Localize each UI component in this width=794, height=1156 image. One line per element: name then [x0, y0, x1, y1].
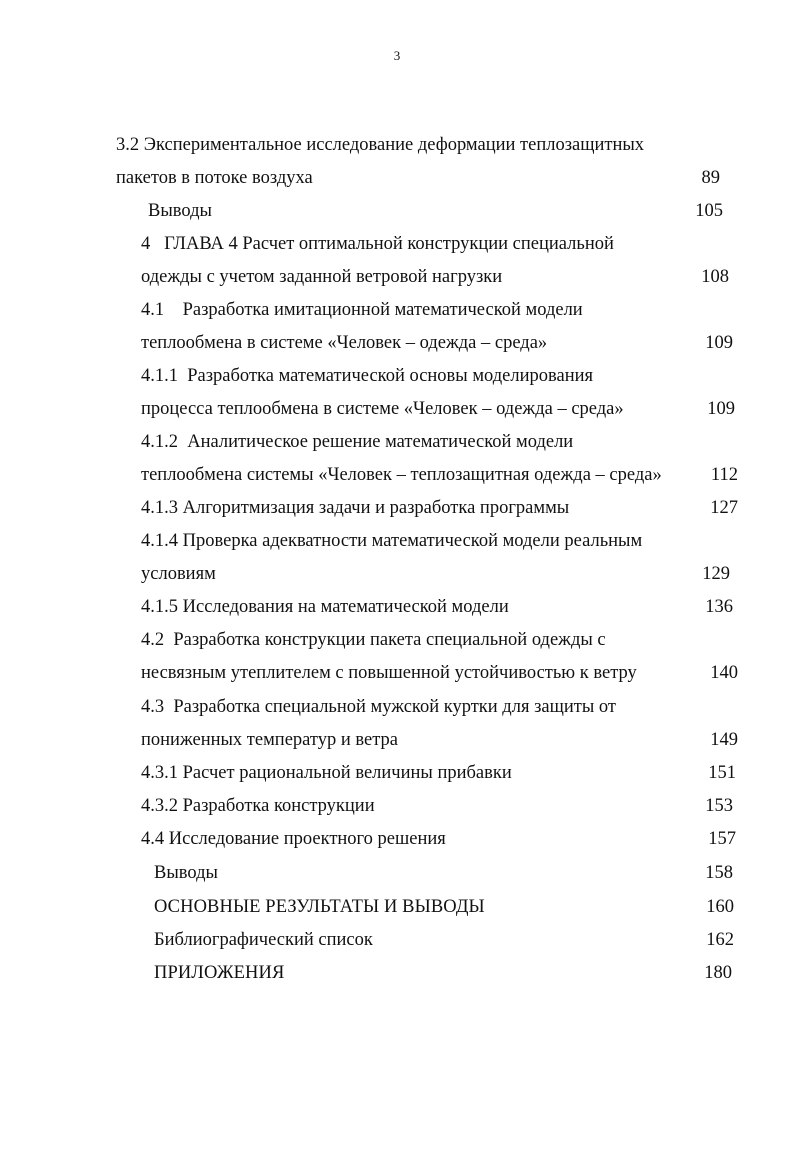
page-number: 3 — [393, 48, 401, 63]
toc-page-number: 129 — [702, 564, 730, 584]
toc-page-number: 153 — [705, 796, 733, 816]
toc-entry-line: процесса теплообмена в системе «Человек – одежда – среда» — [141, 399, 624, 419]
toc-entry-line: 4.3.1 Расчет рациональной величины прибавки — [141, 763, 512, 783]
toc-page-number: 109 — [705, 333, 733, 353]
toc-entry-line: 4 ГЛАВА 4 Расчет оптимальной конструкции специальной — [141, 234, 614, 254]
toc-entry-line: 4.1 Разработка имитационной математической модели — [141, 300, 583, 320]
toc-entry-line: 4.1.2 Аналитическое решение математической модели — [141, 432, 574, 452]
toc-page-number: 157 — [708, 829, 736, 849]
toc-page-number: 127 — [710, 498, 738, 518]
toc-page-number: 149 — [710, 730, 738, 750]
toc-entry-line: 3.2 Экспериментальное исследование деформации теплозащитных — [116, 135, 645, 155]
toc-page-number: 162 — [706, 930, 734, 950]
toc-entry-line: Выводы — [148, 201, 212, 221]
toc-entry-line: Библиографический список — [154, 930, 373, 950]
toc-entry-line: 4.1.3 Алгоритмизация задачи и разработка программы — [141, 498, 570, 518]
toc-page-number: 89 — [701, 168, 720, 188]
toc-page-number: 109 — [707, 399, 735, 419]
toc-entry-line: теплообмена в системе «Человек – одежда – среда» — [141, 333, 548, 353]
toc-entry-line: пакетов в потоке воздуха — [116, 168, 313, 188]
toc-entry-line: 4.1.5 Исследования на математической модели — [141, 597, 509, 617]
toc-entry-line: теплообмена системы «Человек – теплозащитная одежда – среда» — [141, 465, 662, 485]
toc-entry-line: 4.3.2 Разработка конструкции — [141, 796, 375, 816]
toc-page-number: 112 — [710, 465, 738, 485]
toc-page-number: 158 — [705, 863, 733, 883]
toc-entry-line: ОСНОВНЫЕ РЕЗУЛЬТАТЫ И ВЫВОДЫ — [154, 897, 485, 917]
toc-page-number: 180 — [704, 963, 732, 983]
toc-page-number: 105 — [695, 201, 723, 221]
toc-entry-line: 4.1.1 Разработка математической основы моделирования — [141, 366, 594, 386]
toc-entry-line: условиям — [141, 564, 216, 584]
toc-entry-line: одежды с учетом заданной ветровой нагрузки — [141, 267, 503, 287]
toc-page-number: 151 — [708, 763, 736, 783]
toc-page-number: 136 — [705, 597, 733, 617]
toc-entry-line: пониженных температур и ветра — [141, 730, 399, 750]
toc-page-number: 160 — [706, 897, 734, 917]
toc-entry-line: Выводы — [154, 863, 218, 883]
toc-page-number: 108 — [701, 267, 729, 287]
toc-entry-line: несвязным утеплителем с повышенной устойчивостью к ветру — [141, 663, 637, 683]
toc-entry-line: ПРИЛОЖЕНИЯ — [154, 963, 285, 983]
toc-entry-line: 4.4 Исследование проектного решения — [141, 829, 446, 849]
toc-entry-line: 4.2 Разработка конструкции пакета специальной одежды с — [141, 630, 606, 650]
toc-entry-line: 4.3 Разработка специальной мужской куртки для защиты от — [141, 697, 616, 717]
toc-entry-line: 4.1.4 Проверка адекватности математической модели реальным — [141, 531, 643, 551]
toc-page-number: 140 — [710, 663, 738, 683]
